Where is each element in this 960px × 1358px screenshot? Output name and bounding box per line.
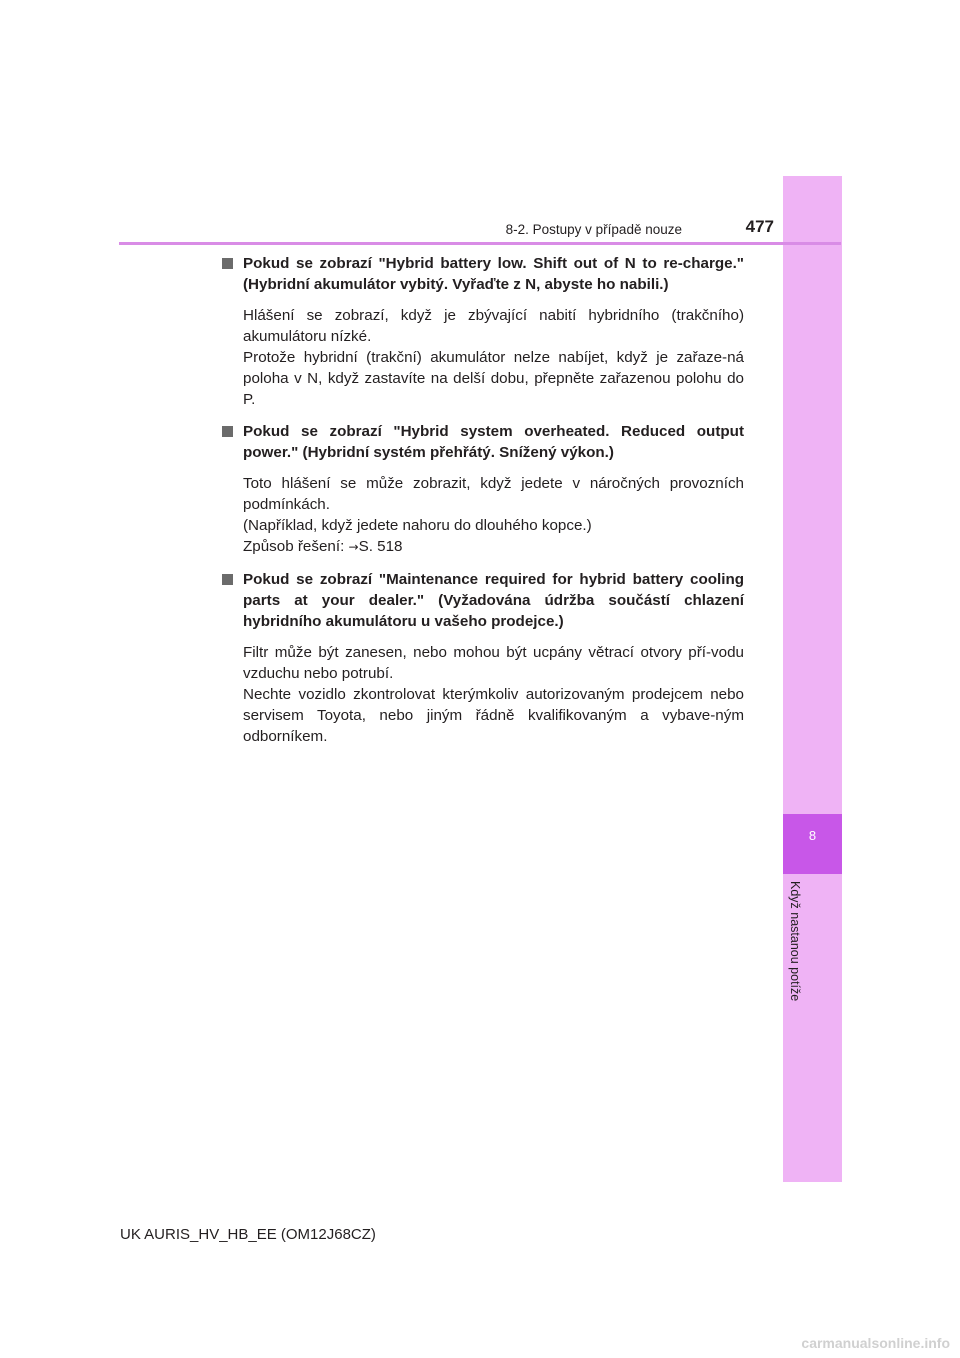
arrow-right-icon: → xyxy=(348,540,359,554)
reference-page: S. 518 xyxy=(358,538,403,555)
item-body xyxy=(243,642,744,747)
square-bullet-icon xyxy=(222,258,233,269)
square-bullet-icon xyxy=(222,426,233,437)
item-heading: Pokud se zobrazí "Hybrid system overheated. Reduced output power." (Hybridní systém přehřátý. Snížený výkon.) xyxy=(243,423,744,461)
chapter-tab xyxy=(783,814,842,874)
watermark: carmanualsonline.info xyxy=(801,1335,950,1351)
chapter-number: 8 xyxy=(808,828,817,843)
header-rule xyxy=(119,242,841,245)
item-heading: Pokud se zobrazí "Maintenance required for hybrid battery cooling parts at your dealer." (Vyžadována údržba součástí chlazení hybridního akumulátoru u vašeho prodejce.) xyxy=(243,571,744,630)
item-heading: Pokud se zobrazí "Hybrid battery low. Shift out of N to re-charge." (Hybridní akumulátor vybitý. Vyřaďte z N, abyste ho nabili.) xyxy=(243,255,744,293)
item-paragraph: (Například, když jedete nahoru do dlouhého kopce.) xyxy=(243,517,592,534)
page-number: 477 xyxy=(745,217,774,236)
footer-model-code: UK AURIS_HV_HB_EE (OM12J68CZ) xyxy=(120,1226,376,1243)
item-paragraph: Toto hlášení se může zobrazit, když jedete v náročných provozních podmínkách. xyxy=(243,475,744,513)
item-body xyxy=(243,473,744,558)
chapter-label: Když nastanou potíže xyxy=(788,881,802,1002)
item-paragraph: Filtr může být zanesen, nebo mohou být ucpány větrací otvory pří-vodu vzduchu nebo potrubí. xyxy=(243,644,744,682)
section-title: 8-2. Postupy v případě nouze xyxy=(505,222,682,237)
item-paragraph: Protože hybridní (trakční) akumulátor nelze nabíjet, když je zařaze-ná poloha v N, když zastavíte na delší dobu, přepněte zařazenou polohu do P. xyxy=(243,349,744,408)
reference-prefix: Způsob řešení: xyxy=(243,538,349,555)
square-bullet-icon xyxy=(222,574,233,585)
message-item xyxy=(222,253,744,410)
item-paragraph: Hlášení se zobrazí, když je zbývající nabití hybridního (trakčního) akumulátoru nízké. xyxy=(243,307,744,345)
page-reference xyxy=(243,536,744,558)
side-strip xyxy=(783,176,842,1182)
item-paragraph: Nechte vozidlo zkontrolovat kterýmkoliv autorizovaným prodejcem nebo servisem Toyota, nebo jiným řádně kvalifikovaným a vybave-ným odborníkem. xyxy=(243,686,744,745)
item-body xyxy=(243,305,744,410)
message-item xyxy=(222,421,744,558)
message-item xyxy=(222,569,744,747)
page-content xyxy=(222,253,744,758)
